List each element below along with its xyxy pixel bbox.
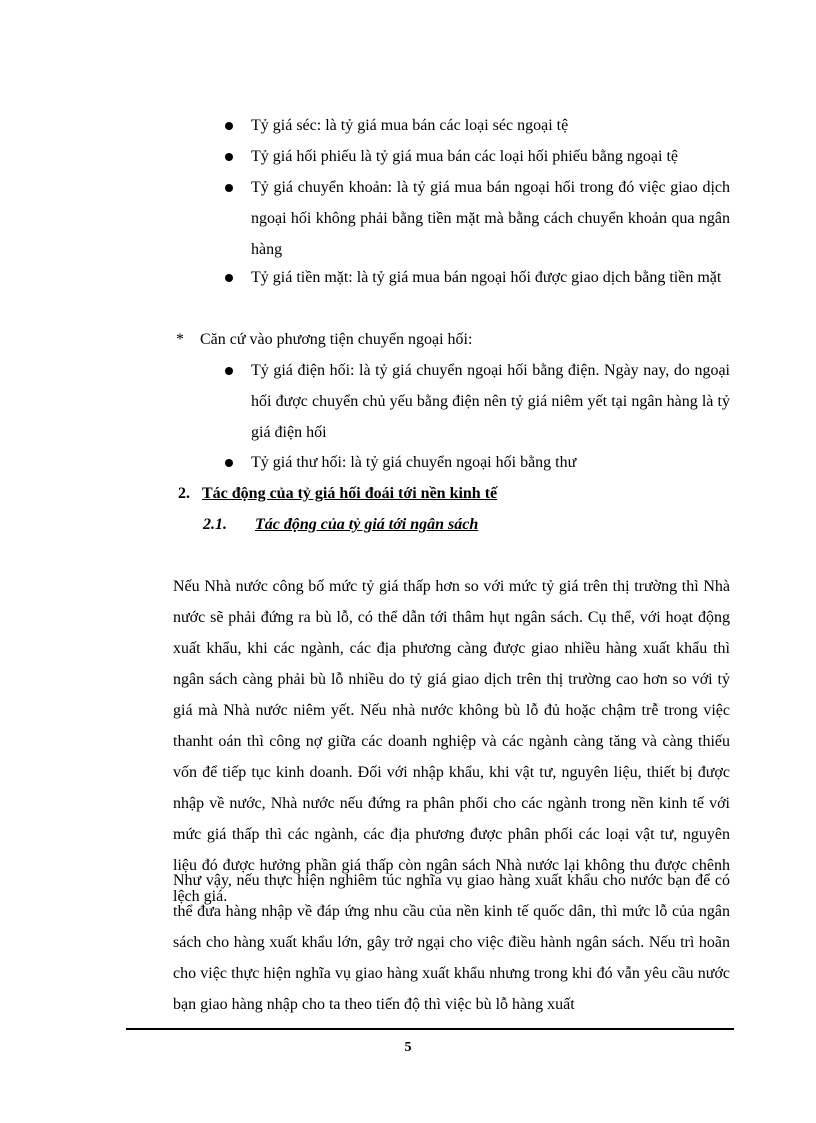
bullet-icon <box>225 184 233 192</box>
asterisk-icon: * <box>176 331 184 348</box>
list-item-text: Tỷ giá chuyển khoản: là tỷ giá mua bán ngoại hối trong đó việc giao dịch ngoại hối không phải bằng tiền mặt mà bằng cách chuyển khoản qua ngân hàng <box>251 179 730 258</box>
list-item <box>227 355 730 448</box>
list-item-text: Tỷ giá tiền mặt: là tỷ giá mua bán ngoại hối được giao dịch bằng tiền mặt <box>251 269 722 286</box>
criteria-text: Căn cứ vào phương tiện chuyển ngoại hối: <box>200 331 473 348</box>
paragraph <box>173 865 730 1020</box>
paragraph <box>173 540 730 912</box>
footer-divider <box>126 1028 734 1030</box>
bullet-icon <box>225 459 233 467</box>
bullet-icon <box>225 153 233 161</box>
bullet-icon <box>225 274 233 282</box>
list-item <box>227 172 730 265</box>
list-item-text: Tỷ giá điện hối: là tỷ giá chuyển ngoại hối bằng điện. Ngày nay, do ngoại hối được chuyển chủ yếu bằng điện nên tỷ giá niêm yết tại ngân hàng là tỷ giá điện hối <box>251 362 730 441</box>
criteria-heading <box>176 324 730 355</box>
paragraph-text: Như vậy, nếu thực hiện nghiêm túc nghĩa vụ giao hàng xuất khẩu cho nước bạn để có thể đưa hàng nhập về đáp ứng nhu cầu của nền kinh tế quốc dân, thì mức lỗ của ngân sách cho hàng xuất khẩu lớn, gây trở ngại cho việc điều hành ngân sách. Nếu trì hoãn cho việc thực hiện nghĩa vụ giao hàng xuất khẩu nhưng trong khi đó vẫn yêu cầu nước bạn giao hàng nhập cho ta theo tiến độ thì việc bù lỗ hàng xuất <box>173 872 730 1013</box>
list-item-text: Tỷ giá séc: là tỷ giá mua bán các loại séc ngoại tệ <box>251 117 569 134</box>
subsection-number: 2.1. <box>203 516 227 533</box>
section-number: 2. <box>178 485 190 502</box>
list-item-text: Tỷ giá thư hối: là tỷ giá chuyển ngoại hối bằng thư <box>251 454 577 471</box>
list-item <box>227 141 730 172</box>
bullet-icon <box>225 122 233 130</box>
page-number: 5 <box>404 1040 412 1055</box>
bullet-icon <box>225 367 233 375</box>
paragraph-text: Nếu Nhà nước công bố mức tỷ giá thấp hơn so với mức tỷ giá trên thị trường thì Nhà nước sẽ phải đứng ra bù lỗ, có thể dẫn tới thâm hụt ngân sách. Cụ thể, với hoạt động xuất khẩu, khi các ngành, các địa phương càng được giao nhiều hàng xuất khẩu thì ngân sách càng phải bù lỗ nhiều do tỷ giá giao dịch trên thị trường cao hơn so với tỷ giá mà Nhà nước niêm yết. Nếu nhà nước không bù lỗ đủ hoặc chậm trễ trong việc thanht oán thì công nợ giữa các doanh nghiệp và các ngành càng tăng và càng thiếu vốn để tiếp tục kinh doanh. Đối với nhập khẩu, khi vật tư, nguyên liệu, thiết bị được nhập về nước, Nhà nước nếu đứng ra phân phối cho các ngành trong nền kinh tế với mức giá thấp thì các ngành, các địa phương được phân phối các loại vật tư, nguyên liệu đó được hưởng phần giá thấp còn ngân sách Nhà nước lại không thu được chênh lệch giá. <box>173 578 730 905</box>
subsection-heading <box>203 509 730 540</box>
list-item <box>227 262 730 293</box>
list-item <box>227 447 730 478</box>
section-heading <box>178 478 730 509</box>
section-title: Tác động của tỷ giá hối đoái tới nền kinh tế <box>202 485 498 502</box>
subsection-title: Tác động của tỷ giá tới ngân sách <box>255 516 479 533</box>
list-item-text: Tỷ giá hối phiếu là tỷ giá mua bán các loại hối phiếu bằng ngoại tệ <box>251 148 678 165</box>
list-item <box>227 110 730 141</box>
